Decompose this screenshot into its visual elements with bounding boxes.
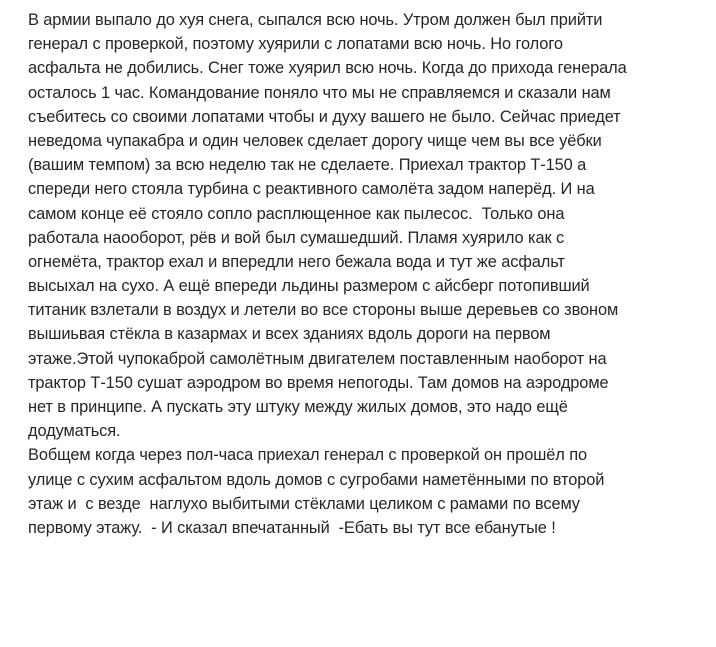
text-line: высыхал на сухо. А ещё впереди льдины размером с айсберг потопивший — [28, 277, 590, 296]
text-line: (вашим темпом) за всю неделю так не сделаете. Приехал трактор Т-150 а — [28, 156, 587, 175]
text-line: съебитесь со своими лопатами чтобы и духу вашего не было. Сейчас приедет — [28, 107, 621, 126]
text-line: вышиьвая стёкла в казармах и всех зданиях вдоль дороги на первом — [28, 325, 551, 344]
text-line: трактор Т-150 сушат аэродром во время непогоды. Там домов на аэродроме — [28, 373, 609, 392]
text-line: додуматься. — [28, 422, 121, 441]
text-line: асфальта не добились. Снег тоже хуярил всю ночь. Когда до прихода генерала — [28, 59, 627, 78]
text-line: этаж и с везде наглухо выбитыми стёклами целиком с рамами по всему — [28, 494, 580, 513]
post-text — [28, 8, 700, 540]
text-line: спереди него стояла турбина с реактивного самолёта задом наперёд. И на — [28, 180, 595, 199]
text-line: работала наооборот, рёв и вой был сумашедший. Пламя хуярило как с — [28, 228, 565, 247]
text-line: этаже.Этой чупокаброй самолётным двигателем поставленным наоборот на — [28, 349, 607, 368]
text-line: осталось 1 час. Командование поняло что мы не справляемся и сказали нам — [28, 83, 611, 102]
text-line: первому этажу. - И сказал впечатанный -Ебать вы тут все ебанутые ! — [28, 518, 556, 537]
text-line: самом конце её стояло сопло расплющенное как пылесос. Только она — [28, 204, 565, 223]
text-line: В армии выпало до хуя снега, сыпался всю ночь. Утром должен был прийти — [28, 11, 603, 29]
text-line: улице с сухим асфальтом вдоль домов с сугробами наметёнными по второй — [28, 470, 605, 489]
text-line: огнемёта, трактор ехал и впередли него бежала вода и тут же асфальт — [28, 252, 565, 271]
text-line: неведома чупакабра и один человек сделает дорогу чище чем вы все уёбки — [28, 131, 602, 150]
text-line: Вобщем когда через пол-часа приехал генерал с проверкой он прошёл по — [28, 446, 587, 465]
text-line: нет в принципе. А пускать эту штуку между жилых домов, это надо ещё — [28, 398, 568, 416]
text-line: титаник взлетали в воздух и летели во все стороны выше деревьев со звоном — [28, 301, 619, 320]
text-line: генерал с проверкой, поэтому хуярили с лопатами всю ночь. Но голого — [28, 35, 563, 54]
